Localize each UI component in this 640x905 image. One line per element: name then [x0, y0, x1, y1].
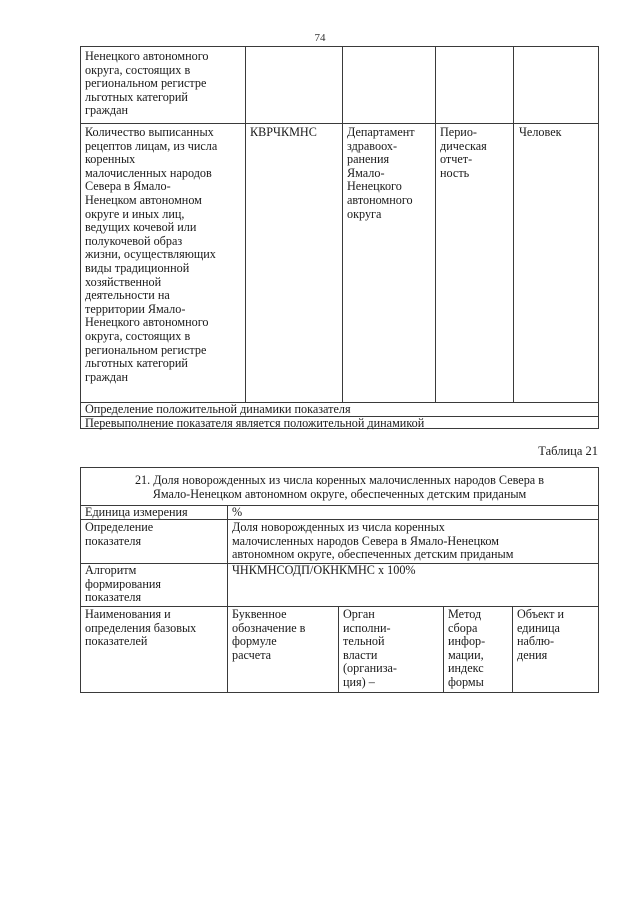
observation-unit: Человек — [519, 125, 562, 139]
indicator-table-21 — [80, 467, 599, 693]
indicator-table-continued — [80, 46, 599, 429]
header-authority: Орган исполни- тельной власти (организа- ция) – — [343, 607, 397, 689]
column-divider — [338, 606, 339, 692]
header-base-indicators: Наименования и определения базовых показателей — [85, 607, 197, 649]
algorithm-label: Алгоритм формирования показателя — [85, 563, 161, 605]
indicator-name-tail: Ненецкого автономного округа, состоящих в региональном регистре льготных категорий граждан — [85, 49, 209, 118]
column-divider — [512, 606, 513, 692]
column-divider — [342, 47, 343, 402]
letter-code: КВРЧКМНС — [250, 125, 317, 139]
collection-method: Перио- дическая отчет- ность — [440, 125, 487, 180]
column-divider — [513, 47, 514, 402]
definition-value: Доля новорожденных из числа коренных малочисленных народов Севера в Ямало-Ненецком автономном округе, обеспеченных детским приданым — [232, 520, 514, 562]
row-divider — [81, 123, 598, 124]
page-number: 74 — [314, 32, 326, 44]
column-divider — [245, 47, 246, 402]
indicator-name: Количество выписанных рецептов лицам, из числа коренных малочисленных народов Севера в Ямало- Ненецком автономном округе и иных лиц, ведущих кочевой или полукочевой образ жизни, осуществляющих виды традиционной хозяйственной деятельности на территории Ямало- Ненецкого автономного округа, состоящих в региональном регистре льготных категорий граждан — [85, 125, 218, 384]
column-divider — [443, 606, 444, 692]
header-letter-code: Буквенное обозначение в формуле расчета — [232, 607, 306, 662]
column-divider — [435, 47, 436, 402]
algorithm-formula: ЧНКМНСОДП/ОКНКМНС х 100% — [232, 563, 416, 577]
dynamics-definition: Определение положительной динамики показателя — [85, 402, 351, 416]
header-observation-unit: Объект и единица наблю- дения — [517, 607, 565, 662]
table-title: 21. Доля новорожденных из числа коренных малочисленных народов Севера в Ямало-Ненецком автономном округе, обеспеченных детским приданым — [134, 473, 545, 501]
unit-label: Единица измерения — [85, 505, 188, 519]
authority: Департамент здравоох- ранения Ямало- Ненецкого автономного округа — [347, 125, 415, 221]
column-divider — [227, 505, 228, 606]
table-caption: Таблица 21 — [538, 444, 598, 458]
unit-value: % — [232, 505, 243, 519]
definition-label: Определение показателя — [85, 520, 154, 548]
dynamics-text: Перевыполнение показателя является положительной динамикой — [85, 416, 425, 430]
header-collection-method: Метод сбора инфор- мации, индекс формы — [448, 607, 486, 689]
column-divider — [227, 606, 228, 692]
